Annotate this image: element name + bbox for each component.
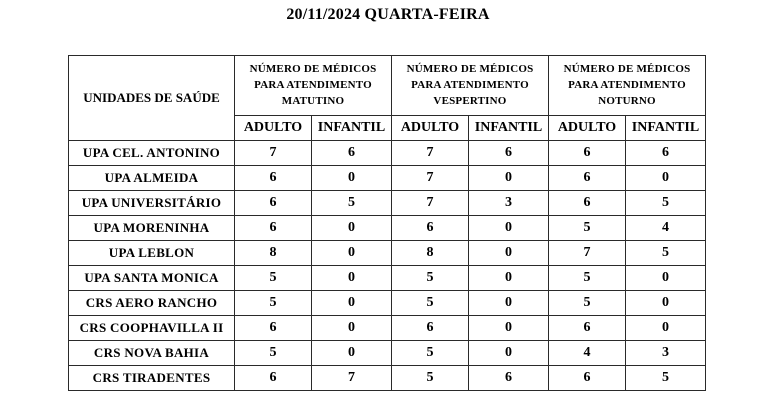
unit-name-cell: UPA LEBLON — [69, 241, 235, 266]
table-row — [69, 141, 706, 166]
child-subheader: INFANTIL — [312, 115, 392, 140]
adult-subheader: ADULTO — [392, 115, 469, 140]
table-row — [69, 341, 706, 366]
table-body — [69, 141, 706, 391]
group-header-line: PARA ATENDIMENTO — [254, 79, 372, 92]
adult-count-cell: 7 — [392, 141, 469, 166]
adult-count-cell: 5 — [392, 291, 469, 316]
child-count-cell: 0 — [312, 266, 392, 291]
child-count-cell: 0 — [312, 166, 392, 191]
group-header-line: NOTURNO — [598, 95, 656, 108]
child-count-cell: 6 — [312, 141, 392, 166]
afternoon-group-header — [392, 56, 549, 116]
child-count-cell: 0 — [469, 341, 549, 366]
group-header-line: PARA ATENDIMENTO — [568, 79, 686, 92]
child-count-cell: 0 — [469, 166, 549, 191]
unit-name-cell: UPA CEL. ANTONINO — [69, 141, 235, 166]
adult-count-cell: 5 — [549, 216, 626, 241]
unit-name-cell: UPA MORENINHA — [69, 216, 235, 241]
table-row — [69, 266, 706, 291]
adult-count-cell: 6 — [235, 216, 312, 241]
table-row — [69, 291, 706, 316]
child-subheader: INFANTIL — [626, 115, 706, 140]
child-count-cell: 0 — [312, 291, 392, 316]
adult-count-cell: 6 — [549, 166, 626, 191]
doctors-schedule-table — [68, 55, 706, 391]
unit-name-cell: UPA ALMEIDA — [69, 166, 235, 191]
adult-count-cell: 6 — [549, 316, 626, 341]
adult-count-cell: 4 — [549, 341, 626, 366]
adult-count-cell: 6 — [235, 191, 312, 216]
adult-count-cell: 6 — [549, 366, 626, 391]
child-count-cell: 0 — [469, 316, 549, 341]
child-count-cell: 5 — [626, 191, 706, 216]
adult-count-cell: 5 — [235, 341, 312, 366]
child-count-cell: 0 — [312, 316, 392, 341]
unit-name-cell: CRS COOPHAVILLA II — [69, 316, 235, 341]
adult-count-cell: 6 — [392, 216, 469, 241]
child-count-cell: 0 — [469, 291, 549, 316]
adult-count-cell: 6 — [392, 316, 469, 341]
adult-count-cell: 5 — [392, 366, 469, 391]
child-count-cell: 3 — [469, 191, 549, 216]
adult-count-cell: 5 — [392, 341, 469, 366]
child-count-cell: 6 — [469, 141, 549, 166]
group-header-line: MATUTINO — [281, 95, 345, 108]
unit-column-header: UNIDADES DE SAÚDE — [69, 56, 235, 141]
child-count-cell: 0 — [469, 216, 549, 241]
group-header-line: NÚMERO DE MÉDICOS — [563, 63, 691, 76]
unit-name-cell: UPA SANTA MONICA — [69, 266, 235, 291]
unit-name-cell: CRS AERO RANCHO — [69, 291, 235, 316]
child-count-cell: 5 — [626, 366, 706, 391]
group-header-line: PARA ATENDIMENTO — [411, 79, 529, 92]
adult-count-cell: 5 — [549, 266, 626, 291]
adult-subheader: ADULTO — [549, 115, 626, 140]
table-row — [69, 191, 706, 216]
child-count-cell: 0 — [312, 241, 392, 266]
night-group-header — [549, 56, 706, 116]
unit-name-cell: UPA UNIVERSITÁRIO — [69, 191, 235, 216]
child-count-cell: 6 — [469, 366, 549, 391]
child-subheader: INFANTIL — [469, 115, 549, 140]
group-header-line: VESPERTINO — [433, 95, 507, 108]
morning-group-header — [235, 56, 392, 116]
page-title: 20/11/2024 QUARTA-FEIRA — [286, 6, 490, 23]
child-count-cell: 0 — [469, 241, 549, 266]
adult-count-cell: 7 — [549, 241, 626, 266]
adult-count-cell: 8 — [235, 241, 312, 266]
child-count-cell: 0 — [626, 266, 706, 291]
unit-name-cell: CRS TIRADENTES — [69, 366, 235, 391]
adult-count-cell: 8 — [392, 241, 469, 266]
adult-subheader: ADULTO — [235, 115, 312, 140]
adult-count-cell: 6 — [235, 166, 312, 191]
adult-count-cell: 5 — [392, 266, 469, 291]
child-count-cell: 0 — [626, 316, 706, 341]
table-row — [69, 366, 706, 391]
group-header-line: NÚMERO DE MÉDICOS — [406, 63, 534, 76]
adult-count-cell: 6 — [549, 141, 626, 166]
adult-count-cell: 6 — [549, 191, 626, 216]
child-count-cell: 0 — [469, 266, 549, 291]
adult-count-cell: 6 — [235, 366, 312, 391]
adult-count-cell: 5 — [549, 291, 626, 316]
adult-count-cell: 6 — [235, 316, 312, 341]
adult-count-cell: 7 — [235, 141, 312, 166]
table-row — [69, 216, 706, 241]
adult-count-cell: 5 — [235, 291, 312, 316]
child-count-cell: 5 — [312, 191, 392, 216]
child-count-cell: 5 — [626, 241, 706, 266]
table-row — [69, 166, 706, 191]
child-count-cell: 0 — [312, 341, 392, 366]
adult-count-cell: 5 — [235, 266, 312, 291]
adult-count-cell: 7 — [392, 191, 469, 216]
child-count-cell: 7 — [312, 366, 392, 391]
child-count-cell: 0 — [626, 166, 706, 191]
adult-count-cell: 7 — [392, 166, 469, 191]
unit-name-cell: CRS NOVA BAHIA — [69, 341, 235, 366]
child-count-cell: 0 — [626, 291, 706, 316]
group-header-line: NÚMERO DE MÉDICOS — [249, 63, 377, 76]
table-row — [69, 316, 706, 341]
table-row — [69, 241, 706, 266]
child-count-cell: 4 — [626, 216, 706, 241]
child-count-cell: 0 — [312, 216, 392, 241]
child-count-cell: 6 — [626, 141, 706, 166]
child-count-cell: 3 — [626, 341, 706, 366]
